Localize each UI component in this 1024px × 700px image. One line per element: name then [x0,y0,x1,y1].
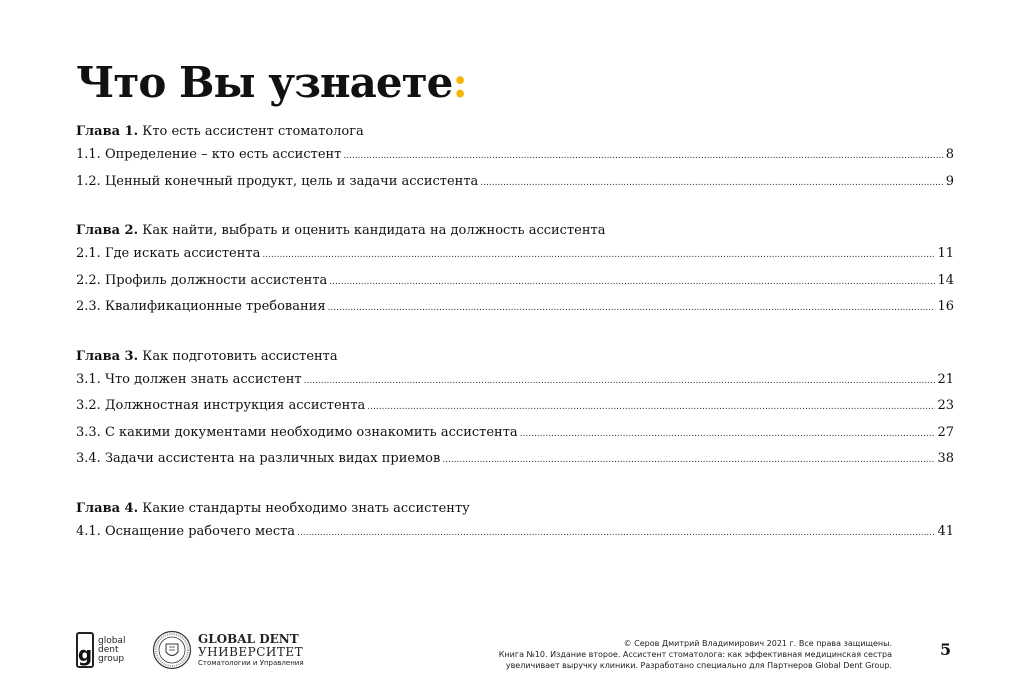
toc-entry-title: 2.2. Профиль должности ассистента [76,272,328,288]
toc-entry-title: 2.3. Квалификационные требования [76,299,326,314]
toc-entry[interactable] [76,268,954,295]
toc-entry-title: 3.1. Что должен знать ассистент [76,371,302,387]
toc-dot-leader [343,142,943,170]
toc-entry-page: 14 [937,272,954,288]
chapter-name: Как найти, выбрать и оценить кандидата на должность ассистента [138,223,606,238]
toc-entry-page: 11 [937,246,954,261]
table-of-contents [76,122,954,545]
toc-dot-leader [328,294,936,322]
chapter-spacer [76,195,954,221]
chapter-heading [76,499,954,519]
toc-dot-leader [262,241,935,269]
university-line3: Стоматологии и Управления [198,659,304,667]
toc-dot-leader [367,393,935,421]
chapter-label: Глава 4. [76,500,139,516]
university-line1: GLOBAL DENT [198,632,299,646]
chapter-name: Кто есть ассистент стоматолога [138,124,364,139]
gd-logo-text [98,637,125,664]
toc-entry-page: 16 [937,299,954,314]
toc-entry[interactable] [76,393,954,420]
toc-entry-page: 38 [937,451,954,466]
chapter-name: Какие стандарты необходимо знать ассистенту [138,500,470,516]
gd-logo-line: global [98,635,126,646]
university-name [198,632,304,668]
toc-dot-leader [329,268,935,296]
toc-entry[interactable] [76,142,954,169]
university-logo [152,630,304,670]
chapter-heading [76,122,954,142]
toc-dot-leader [520,420,936,448]
chapter-heading [76,347,954,367]
toc-entry[interactable] [76,367,954,394]
chapter-spacer [76,321,954,347]
toc-entry-title: 1.2. Ценный конечный продукт, цель и задачи ассистента [76,173,479,189]
toc-entry[interactable] [76,519,954,546]
toc-dot-leader [304,367,936,395]
toc-entry[interactable] [76,420,954,447]
toc-entry-page: 21 [937,371,954,387]
toc-entry[interactable] [76,241,954,268]
gd-logo-letter: g [77,642,93,666]
toc-entry-page: 9 [945,173,954,189]
toc-entry-page: 8 [945,147,954,162]
copyright-notice [452,638,892,671]
toc-entry-page: 41 [937,523,954,539]
page-footer [0,630,1024,690]
chapter-name: Как подготовить ассистента [138,348,338,364]
chapter-label: Глава 1. [76,124,139,139]
copyright-line: увеличивает выручку клиники. Разработано специально для Партнеров Global Dent Group. [505,661,892,670]
toc-entry[interactable] [76,446,954,473]
chapter-label: Глава 3. [76,348,139,364]
toc-entry-title: 3.3. С какими документами необходимо ознакомить ассистента [76,424,518,440]
chapter-label: Глава 2. [76,223,139,238]
page-title-text: Что Вы узнаете [76,58,453,107]
chapter-spacer [76,473,954,499]
page-title [76,58,467,107]
toc-entry[interactable] [76,294,954,321]
copyright-line: © Серов Дмитрий Владимирович 2021 г. Все права защищены. [623,639,892,648]
university-line2: УНИВЕРСИТЕТ [198,645,304,659]
gd-logo-line: dent [98,644,119,655]
copyright-line: Книга №10. Издание второе. Ассистент стоматолога: как эффективная медицинская сестра [498,650,892,659]
university-seal-icon [152,630,192,670]
gd-logo-line: group [98,653,125,664]
toc-entry-title: 2.1. Где искать ассистента [76,246,261,261]
toc-dot-leader [297,519,935,547]
page-number: 5 [940,640,952,659]
title-colon: : [452,58,467,107]
toc-dot-leader [480,169,943,197]
gd-logo-mark [76,632,94,668]
toc-entry-title: 3.2. Должностная инструкция ассистента [76,398,366,413]
toc-entry-title: 4.1. Оснащение рабочего места [76,523,296,539]
chapter-heading [76,221,954,241]
global-dent-group-logo [76,632,125,668]
toc-entry[interactable] [76,169,954,196]
toc-entry-title: 3.4. Задачи ассистента на различных видах приемов [76,451,441,466]
toc-entry-page: 27 [937,424,954,440]
toc-entry-page: 23 [937,398,954,413]
toc-dot-leader [442,446,935,474]
toc-entry-title: 1.1. Определение – кто есть ассистент [76,147,342,162]
